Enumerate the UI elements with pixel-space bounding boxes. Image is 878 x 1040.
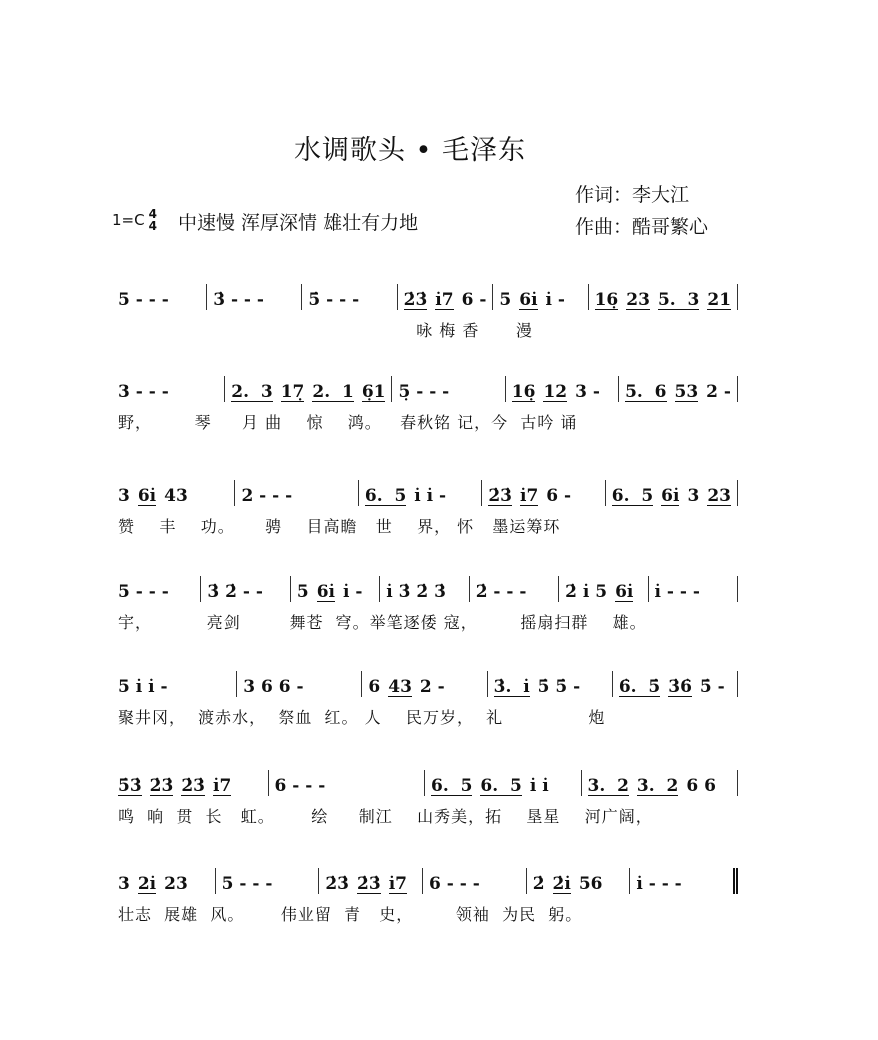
lyrics: 野， 琴 月 曲 惊 鸿。 春秋铭 记，今 古吟 诵 [118,413,578,432]
key-signature [112,208,157,232]
measure [319,868,423,894]
measure [493,284,588,310]
score-line [118,864,738,925]
note-group: 43 [164,486,188,506]
note-group: i̇ - - - [654,582,700,602]
note-group: i̇ - [342,582,363,602]
note-group: 5 i̇ i̇ - [118,677,168,697]
measure [527,868,631,894]
notes-row [118,572,738,602]
note-group: 6i̇ [316,582,335,602]
note-group: 2 - [706,382,731,402]
note-group: 5 - - - [118,290,169,310]
measure [470,576,559,602]
note-group: 2̇3̇ [403,290,428,310]
note-group: 5̇3̇ [118,776,142,796]
measure [235,480,358,506]
measure [606,480,738,506]
note-group: 6 - [546,486,572,506]
note-group: i̇7 [213,776,232,796]
measure [423,868,527,894]
note-group: i̇ i̇ - [414,486,447,506]
measure [225,376,392,402]
note-group: 3̇. i̇ [493,677,530,697]
note-group: 2̇3̇ [325,874,350,894]
note-group: 5. 3 [657,290,700,310]
note-group: 6̣1 [361,382,386,402]
note-group: i̇ 3̇ 2̇ 3̇ [386,582,446,602]
measure [216,868,320,894]
lyricist: 作词：李大江 [575,184,690,206]
note-group: 3. 2 [587,776,629,796]
note-group: 43 [388,677,412,697]
note-group: 17̣ [280,382,305,402]
measure [237,671,362,697]
song-title: 水调歌头 • 毛泽东 [293,135,527,166]
key: 1=C [112,211,145,229]
time-signature: 4 4 [148,207,157,233]
note-group: 6i̇ [661,486,680,506]
notes-row [118,864,738,894]
notes-row [118,766,738,796]
note-group: 2. 3 [231,382,273,402]
measure [488,671,613,697]
note-group: 5̇ - [699,677,725,697]
note-group: 3 [118,874,130,894]
note-group: 6. 5 [364,486,407,506]
notes-row [118,372,738,402]
note-group: 2̇ i̇ 5 [565,582,608,602]
note-group: 6. 5 [431,776,473,796]
notes-row [118,280,738,310]
note-group: 23 [164,874,188,894]
note-group: 5̇ 5̇ - [537,677,581,697]
note-group: 2. 1 [312,382,354,402]
measure [559,576,648,602]
note-group: 2̇3̇ [488,486,512,506]
composer: 作曲：酷哥繁心 [575,216,709,238]
note-group: 3 - [575,382,600,402]
note-group: 5̣ - - - [398,382,450,402]
note-group: 5 - - - [118,582,169,602]
note-group: 2i̇ [137,874,157,894]
notes-row [118,476,738,506]
note-group: 2 - [419,677,445,697]
note-group: 2̇3̇ [149,776,174,796]
note-group: i̇ - - - [636,874,682,894]
note-group: 6 [368,677,381,697]
lyrics: 聚井冈， 渡赤水， 祭血 红。 人 民万岁， 礼 炮 [118,708,606,727]
measure [482,480,605,506]
note-group: 5 [296,582,309,602]
note-group: 12 [543,382,568,402]
note-group: 16̣ [594,290,619,310]
measure [201,576,290,602]
note-group: 16̣ [511,382,536,402]
note-group: 3̇ 2̇ - - [207,582,263,602]
measure [380,576,469,602]
measure [398,284,494,310]
measure [392,376,505,402]
note-group: 6 - [461,290,487,310]
note-group: 3. 2 [636,776,679,796]
note-group: 23 [707,486,731,506]
note-group: 53 [674,382,699,402]
measure [302,284,397,310]
note-group: i̇7 [519,486,539,506]
note-group: 56 [578,874,603,894]
note-group: 2̇3̇ [181,776,206,796]
note-group: 2̇ - - - [475,582,527,602]
note-group: 3 6 6 - [243,677,304,697]
note-group: 6i̇ [519,290,538,310]
score-line [118,476,738,537]
score-line [118,667,738,728]
lyrics: 赞 丰 功。 骋 目高瞻 世 界， 怀 墨运筹环 [118,517,561,536]
note-group: 3 [687,486,700,506]
note-group: 6̇. 5̇ [618,677,661,697]
note-group: 6. 5 [611,486,654,506]
lyrics: 咏 梅 香 漫 [118,321,533,340]
measure [425,770,582,796]
measure [118,671,237,697]
measure [118,868,216,894]
note-group: 2̇3̇ [357,874,381,894]
measure [118,376,225,402]
note-group: 5̇ - - - [308,290,360,310]
note-group: 6. 5 [480,776,522,796]
measure [359,480,482,506]
score-line [118,572,738,633]
note-group: 23 [626,290,650,310]
note-group: 3 [118,486,130,506]
note-group: 2̇ [532,874,545,894]
measure [362,671,487,697]
note-group: 3̇6̇ [668,677,692,697]
note-group: 21 [707,290,732,310]
measure [291,576,380,602]
measure [118,770,269,796]
note-group: i̇7 [388,874,407,894]
tempo-marking: 中速慢 浑厚深情 雄壮有力地 [178,212,419,234]
score-line [118,372,738,433]
note-group: 3̇ - - - [213,290,264,310]
note-group: 5 [499,290,512,310]
score-line [118,280,738,341]
measure [630,868,738,894]
measure [118,576,201,602]
notes-row [118,667,738,697]
note-group: 6 6 [686,776,716,796]
lyrics: 宇， 亮剑 舞苍 穹。举笔逐倭 寇， 摇扇扫群 雄。 [118,613,647,632]
note-group: i̇ i̇ [529,776,549,796]
note-group: 6 - - - [274,776,326,796]
measure [619,376,738,402]
note-group: i̇7 [435,290,454,310]
note-group: 6i̇ [615,582,634,602]
measure [649,576,738,602]
note-group: 5 - - - [221,874,273,894]
lyrics: 鸣 响 贯 长 虹。 绘 制江 山秀美，拓 垦星 河广阔， [118,807,653,826]
score-line [118,766,738,827]
measure [582,770,739,796]
note-group: i̇ - [545,290,565,310]
measure [613,671,738,697]
measure [506,376,619,402]
note-group: 2̇i̇ [552,874,571,894]
measure [589,284,738,310]
note-group: 5. 6 [625,382,667,402]
measure [118,284,207,310]
note-group: 6i̇ [137,486,157,506]
lyrics: 壮志 展雄 风。 伟业留 青 史， 领袖 为民 躬。 [118,905,583,924]
measure [118,480,235,506]
measure [269,770,426,796]
measure [207,284,302,310]
note-group: 2 - - - [241,486,293,506]
note-group: 3 - - - [118,382,169,402]
note-group: 6 - - - [429,874,480,894]
